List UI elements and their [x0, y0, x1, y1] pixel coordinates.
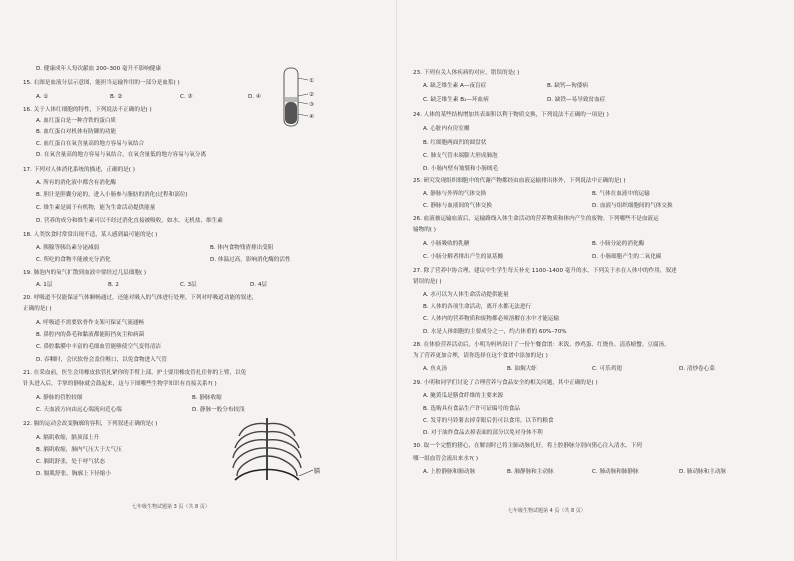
left-text-line: A. 膈肌收缩，膈顶部上升	[36, 435, 100, 441]
left-text-line: A. 胰腺等胰岛素分泌减弱	[36, 245, 100, 251]
left-text-line: D. 在氧含量高的地方容易与氧结合，在氧含量低的地方容易与氧分离	[36, 152, 207, 158]
left-text-line: D. 4层	[250, 282, 268, 288]
right-footer: 七年级生物试题第 4 页（共 8 页）	[508, 508, 586, 514]
left-text-line: C. ③	[180, 94, 193, 100]
left-text-line: A. 静脉的管腔较细	[36, 395, 83, 401]
right-text-line: B. 气体在血液中的运输	[592, 191, 650, 197]
left-text-line: D. 静脉一般分布较浅	[192, 407, 245, 413]
right-text-line: A. 腌黄瓜是膳食纤维的主要来源	[423, 393, 504, 399]
left-text-line: B. 胆汁是胆囊分泌的，进入小肠参与脂肪的消化(过程和部位)	[36, 192, 188, 198]
left-text-line: A. 血红蛋白是一种含铁的蛋白质	[36, 118, 117, 124]
left-text-line: C. 鼻腔黏膜中丰富的毛细血管能够使空气变得清洁	[36, 344, 161, 350]
right-text-line: D. 小肠内壁有皱襞和小肠绒毛	[423, 166, 498, 172]
left-text-line: C. 血红蛋白在氧含量高的地方容易与氧结合	[36, 141, 145, 147]
left-text-line: B. 血红蛋白对机体有防御的功能	[36, 129, 117, 135]
left-text-line: C. 所吃的食物不能被充分消化	[36, 257, 111, 263]
left-text-line: C. 维生素是属于有机物，能为生命活动提供能量	[36, 205, 156, 211]
left-text-line: C. 3层	[180, 282, 197, 288]
right-text-line: C. 肺支气管末端膨大形成肺泡	[423, 153, 498, 159]
left-text-line: 针头进入后，手掌的静脉就会鼓起来，这与下图哪些生物学知识有直接关系?( )	[23, 381, 217, 387]
left-footer: 七年级生物试题第 3 页（共 8 页）	[132, 504, 210, 510]
right-text-line: B. 选购具有食品生产许可证编号的食品	[423, 406, 520, 412]
left-text-line: B. 静脉收缩	[192, 395, 222, 401]
blood-tube-figure	[278, 66, 322, 130]
right-text-line: 为了营养更加合理，请你选择在这个食谱中添加的是( )	[413, 353, 548, 359]
left-text-line: D. 健康成年人每次献血 200–300 毫升不影响健康	[36, 66, 162, 72]
left-text-line: 22. 膈的运动会改变胸廓的容积，下列叙述正确的是( )	[23, 421, 158, 427]
left-text-line: 正确的是( )	[23, 306, 52, 312]
right-text-line: 28. 在体验营养活动后，小明为妈妈设计了一份午餐食谱：米饭、炒鸡蛋、红烧鱼、清蒸螃蟹、豆腐汤。	[413, 342, 670, 348]
right-text-line: C. 肺动脉和肺静脉	[592, 469, 639, 475]
left-text-line: 19. 肺泡内的氧气扩散到血液中要经过几层细胞( )	[23, 270, 147, 276]
left-text-line: A. 呼吸道不需要软骨作支架可保证气流通畅	[36, 320, 144, 326]
right-text-line: C. 人体内的营养物质和废物都必须溶解在水中才能运输	[423, 316, 560, 322]
left-text-line: D. 营养的成分和维生素可以不经过消化直接被吸收，如水、无机盐、维生素	[36, 218, 223, 224]
tube-label-3: ③	[309, 102, 314, 108]
right-text-line: A. 缺乏维生素 A—夜盲症	[423, 83, 487, 89]
right-text-line: 24. 人体的某些结构增加其表面积以利于物质交换，下列说法不正确的一项是( )	[413, 112, 609, 118]
right-text-line: B. 油焖大虾	[507, 366, 537, 372]
right-text-line: C. 可乐鸡翅	[592, 366, 622, 372]
right-text-line: 输物的( )	[413, 227, 436, 233]
right-text-line: C. 静脉与血液间的气体交换	[423, 203, 492, 209]
left-text-line: C. 膈肌舒张，处于呼气状态	[36, 459, 105, 465]
left-text-line: B. 鼻腔内的鼻毛和黏液都能阻挡灰尘和病菌	[36, 332, 145, 338]
right-text-line: B. 肺静脉和主动脉	[507, 469, 554, 475]
right-text-line: D. 肺动脉和主动脉	[679, 469, 727, 475]
right-text-line: B. 缺钙—佝偻病	[547, 83, 588, 89]
left-text-line: A. ①	[36, 94, 49, 100]
left-text-line: B. 2	[108, 282, 119, 288]
right-text-line: C. 缺乏维生素 B₁—坏血病	[423, 97, 489, 103]
left-text-line: 17. 下列对人体消化系统的描述，正确的是( )	[23, 167, 135, 173]
right-text-line: A. 心脏内有房室瓣	[423, 126, 470, 132]
right-text-line: A. 鱼丸汤	[423, 366, 448, 372]
left-text-line: D. 膈肌舒张，胸廓上下径缩小	[36, 471, 111, 477]
left-text-line: C. 天血液方向由远心端流向近心端	[36, 407, 122, 413]
right-text-line: A. 小肠吸收的乳糖	[423, 241, 470, 247]
left-text-line: 18. 人类饮食时常常出现不适，某人感到最可能的是( )	[23, 232, 158, 238]
left-text-line: 20. 呼吸道不仅能保证气体顺畅通过，还能对吸入的气体进行处理。下列对呼吸道功能的叙述，	[23, 295, 258, 301]
rib-cage-figure	[225, 414, 325, 498]
left-text-line: A. 所有的消化液中都含有消化酶	[36, 180, 117, 186]
right-text-line: 26. 血液被运输血液后，运输路线入体生命活动的营养物质和体内产生的废物。下列哪些不是血液运	[413, 216, 659, 222]
right-text-line: D. 缺铁—易导致贫血症	[547, 97, 606, 103]
diaphragm-label: 膈	[314, 468, 321, 475]
tube-buffy-layer	[285, 97, 297, 102]
right-text-line: C. 发芽的马铃薯去掉芽眼后仍可以食用，以节约粮食	[423, 418, 554, 424]
right-text-line: D. 小肠细胞产生的二氧化碳	[592, 254, 662, 260]
left-text-line: B. ②	[110, 94, 123, 100]
right-text-line: A. 静脉与外界的气体交换	[423, 191, 487, 197]
right-text-line: A. 水可以为人体生命活动提供能量	[423, 292, 509, 298]
right-text-line: B. 人体的各项生命活动，离开水都无法进行	[423, 304, 532, 310]
right-text-line: 29. 小明和同学们讨论了合理营养与食品安全的相关问题，其中正确的是( )	[413, 380, 598, 386]
right-text-line: B. 红细胞两面凹的圆盘状	[423, 140, 487, 146]
left-text-line: 21. 在采血前，医生会用橡皮软管扎紧你的手臂上部，护士要用橡皮管扎住你的上臂，以免	[23, 370, 247, 376]
tube-label-1: ①	[309, 78, 314, 84]
left-text-line: B. 膈肌收缩，肺内气压大于大气压	[36, 447, 122, 453]
right-text-line: 30. 取一个完整的猪心，在解剖时已将主肺动脉扎好，将上腔静脉分别向猪心注入清水。下列	[413, 443, 642, 449]
right-text-line: C. 小肠分解者排出产生的氨基酸	[423, 254, 504, 260]
right-text-line: 23. 下列有关人体疾病的对应，错误的是( )	[413, 70, 520, 76]
left-text-line: D. 体温过高，影响消化酶的活性	[210, 257, 291, 263]
left-text-line: 15. 右图是血液分层示意图，能担当运输作用的一部分是血浆( )	[23, 80, 180, 86]
tube-label-4: ④	[309, 114, 314, 120]
right-text-line: D. 清炒卷心菜	[679, 366, 715, 372]
tube-cells-layer	[285, 102, 297, 124]
right-page	[397, 0, 794, 561]
right-text-line: D. 水是人体细胞的主要成分之一，约占体重的 60%–70%	[423, 329, 567, 335]
right-text-line: D. 对于油炸食品去掉表面的部分以免对身体不利	[423, 430, 543, 436]
right-text-line: 27. 除了营养中协合理，建议中生学生每天补充 1100–1400 毫升的水。下列关于水在人体中的作用，叙述	[413, 268, 677, 274]
right-text-line: 错误的是( )	[413, 279, 442, 285]
left-text-line: A. 1层	[36, 282, 53, 288]
tube-label-2: ②	[309, 92, 314, 98]
right-text-line: B. 小肠分泌的消化酶	[592, 241, 645, 247]
left-text-line: B. 体内食物残渣排出受阻	[210, 245, 274, 251]
right-text-line: 25. 研究发现组织细胞中的代谢产物都经由血液运输排出体外，下列说法中正确的是( )	[413, 178, 626, 184]
left-text-line: 16. 关于人体红细胞的特性，下列说法不正确的是( )	[23, 107, 152, 113]
left-text-line: D. ④	[248, 94, 261, 100]
left-text-line: D. 吞咽时，会厌软骨会盖住喉口，以免食物进入气管	[36, 357, 167, 363]
right-text-line: 哪一组血管会流出来水?( )	[413, 456, 479, 462]
right-text-line: A. 上腔静脉和肺动脉	[423, 469, 476, 475]
right-text-line: D. 血液与组织细胞间的气体交换	[592, 203, 673, 209]
